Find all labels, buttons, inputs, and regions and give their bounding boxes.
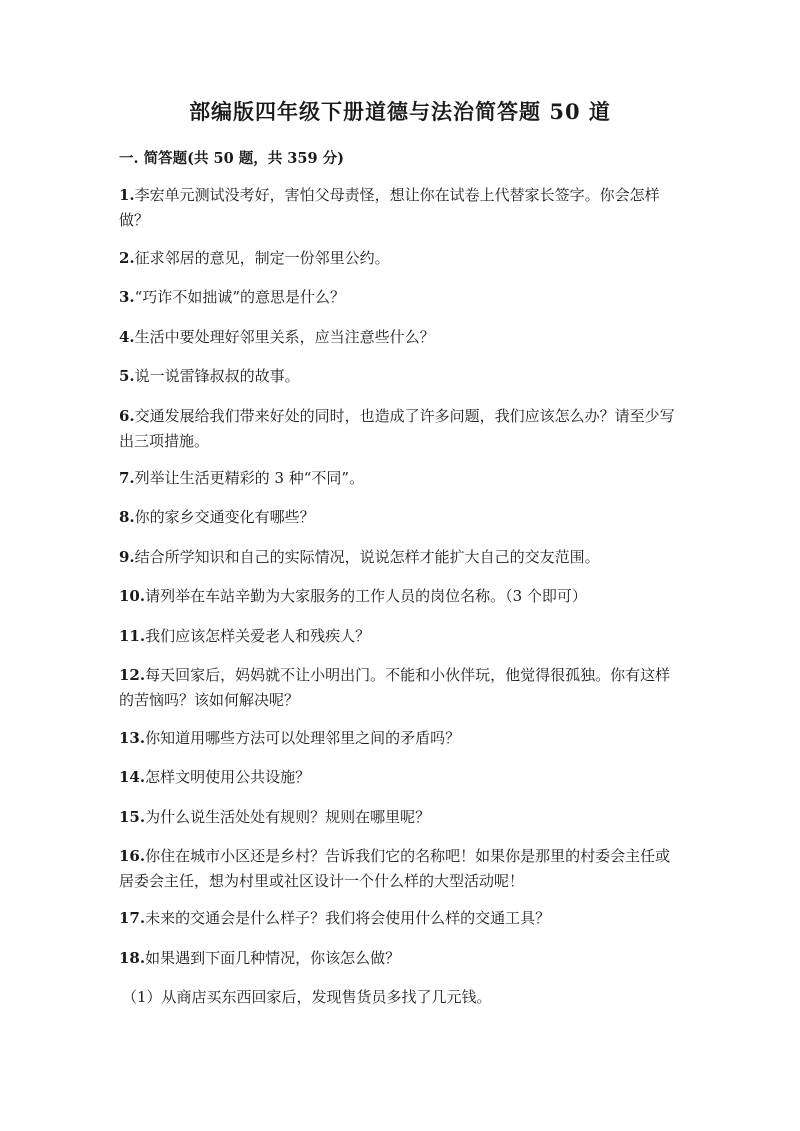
question-number: 10.: [119, 587, 146, 605]
question-number: 1.: [119, 186, 135, 204]
question-15: [119, 805, 679, 830]
question-text: 李宏单元测试没考好，害怕父母责怪，想让你在试卷上代替家长签字。你会怎样做？: [119, 186, 660, 229]
question-number: 17.: [119, 909, 146, 927]
question-text: 结合所学知识和自己的实际情况，说说怎样才能扩大自己的交友范围。: [134, 548, 600, 566]
question-7: [119, 466, 679, 491]
question-8: [119, 505, 679, 530]
question-number: 9.: [119, 548, 135, 566]
question-2: [119, 246, 679, 271]
question-text: 说一说雷锋叔叔的故事。: [134, 367, 300, 385]
question-text: 你的家乡交通变化有哪些？: [134, 508, 315, 526]
question-text: 怎样文明使用公共设施？: [145, 768, 311, 786]
question-text: 生活中要处理好邻里关系，应当注意些什么？: [134, 328, 435, 346]
question-text: 我们应该怎样关爱老人和残疾人？: [145, 627, 371, 645]
question-10: [119, 584, 679, 609]
question-text: 你住在城市小区还是乡村？告诉我们它的名称吧！如果你是那里的村委会主任或居委会主任，想为村里或社区设计一个什么样的大型活动呢！: [119, 847, 671, 890]
question-1: [119, 183, 679, 233]
question-14: [119, 765, 679, 790]
question-text: 每天回家后，妈妈就不让小明出门。不能和小伙伴玩，他觉得很孤独。你有这样的苦恼吗？该如何解决呢？: [119, 666, 671, 709]
question-5: [119, 364, 679, 389]
question-text: 你知道用哪些方法可以处理邻里之间的矛盾吗？: [145, 729, 461, 747]
question-number: 11.: [119, 627, 146, 645]
question-number: 3.: [119, 288, 135, 306]
question-9: [119, 545, 679, 570]
question-6: [119, 404, 679, 454]
question-text: “巧诈不如拙诚”的意思是什么？: [134, 288, 346, 306]
question-11: [119, 624, 679, 649]
question-text: 征求邻居的意见，制定一份邻里公约。: [134, 249, 390, 267]
question-4: [119, 325, 679, 350]
question-number: 8.: [119, 508, 135, 526]
question-number: 4.: [119, 328, 135, 346]
question-number: 16.: [119, 847, 146, 865]
question-17: [119, 906, 679, 931]
sub-item-1: （1）从商店买东西回家后，发现售货员多找了几元钱。: [122, 988, 492, 1006]
question-number: 13.: [119, 729, 146, 747]
question-text: 未来的交通会是什么样子？我们将会使用什么样的交通工具？: [145, 909, 551, 927]
question-16: [119, 844, 679, 894]
question-13: [119, 726, 679, 751]
page-title: 部编版四年级下册道德与法治简答题 50 道: [189, 99, 611, 124]
question-number: 2.: [119, 249, 135, 267]
question-number: 5.: [119, 367, 135, 385]
section-heading: 一. 简答题(共 50 题，共 359 分): [119, 150, 344, 167]
question-18: [119, 946, 679, 971]
question-text: 为什么说生活处处有规则？规则在哪里呢？: [145, 808, 431, 826]
question-number: 15.: [119, 808, 146, 826]
question-number: 14.: [119, 768, 146, 786]
question-12: [119, 663, 679, 713]
question-number: 7.: [119, 469, 135, 487]
question-text: 如果遇到下面几种情况，你该怎么做？: [145, 949, 401, 967]
question-number: 6.: [119, 407, 135, 425]
question-text: 列举让生活更精彩的 3 种“不同”。: [134, 469, 365, 487]
question-text: 请列举在车站辛勤为大家服务的工作人员的岗位名称。（3 个即可）: [145, 587, 587, 605]
question-3: [119, 285, 679, 310]
question-text: 交通发展给我们带来好处的同时，也造成了许多问题，我们应该怎么办？请至少写出三项措施。: [119, 407, 675, 450]
question-number: 12.: [119, 666, 146, 684]
question-number: 18.: [119, 949, 146, 967]
